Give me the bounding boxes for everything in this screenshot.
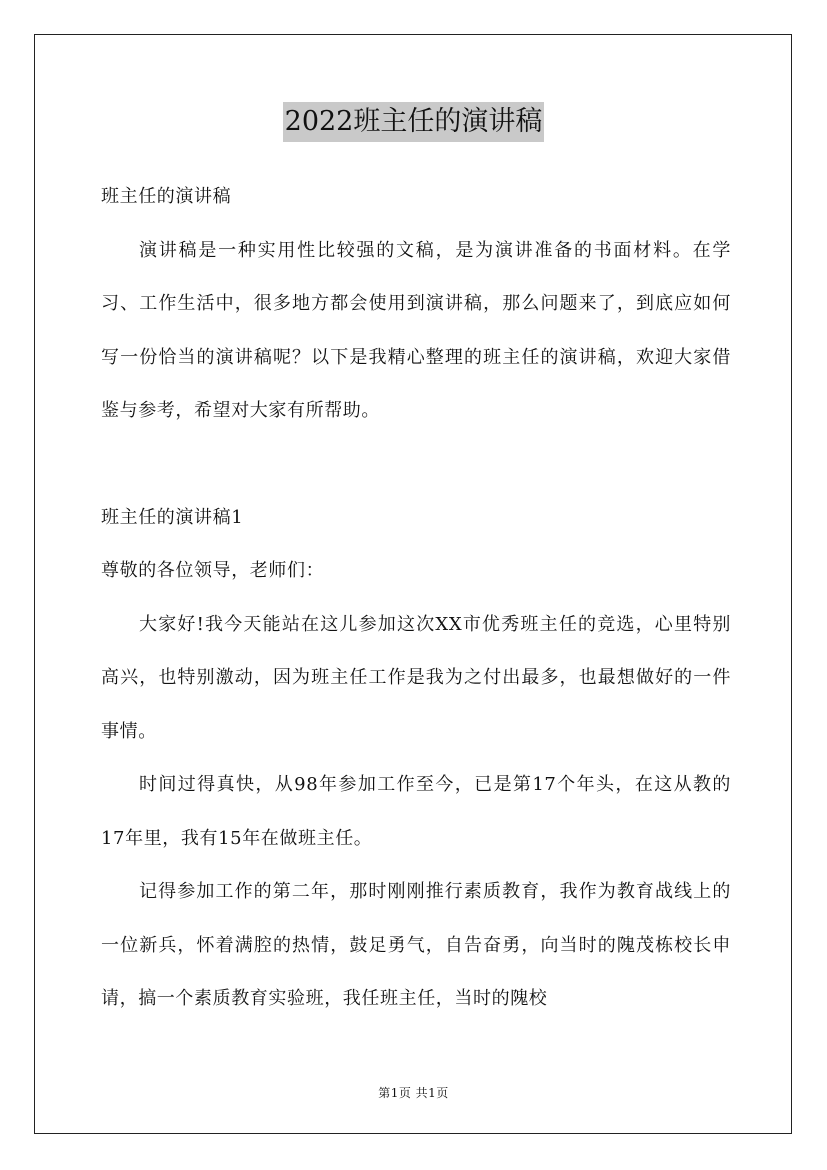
intro-paragraph: 演讲稿是一种实用性比较强的文稿，是为演讲准备的书面材料。在学习、工作生活中，很多地方都会使用到演讲稿，那么问题来了，到底应如何写一份恰当的演讲稿呢？以下是我精心整理的班主任的演讲稿，欢迎大家借鉴与参考，希望对大家有所帮助。	[101, 239, 731, 421]
section-heading: 班主任的演讲稿1	[101, 506, 244, 528]
salutation: 尊敬的各位领导，老师们：	[101, 560, 325, 581]
document-title: 2022班主任的演讲稿	[283, 102, 545, 142]
page-footer	[0, 1084, 827, 1101]
body-paragraph-3: 记得参加工作的第二年，那时刚刚推行素质教育，我作为教育战线上的一位新兵，怀着满腔的热情，鼓足勇气，自告奋勇，向当时的隗茂栋校长申请，搞一个素质教育实验班，我任班主任，当时的隗校	[101, 881, 731, 1009]
body-paragraph-1: 大家好!我今天能站在这儿参加这次XX市优秀班主任的竞选，心里特别高兴，也特别激动，因为班主任工作是我为之付出最多，也最想做好的一件事情。	[101, 613, 731, 742]
paragraph-gap	[101, 438, 731, 491]
document-subtitle: 班主任的演讲稿	[101, 186, 232, 207]
document-body	[101, 170, 731, 1026]
page-number: 第1页 共1页	[378, 1086, 449, 1100]
body-paragraph-2: 时间过得真快，从98年参加工作至今，已是第17个年头，在这从教的17年里，我有15年在做班主任。	[101, 774, 731, 849]
title-container	[0, 102, 827, 142]
